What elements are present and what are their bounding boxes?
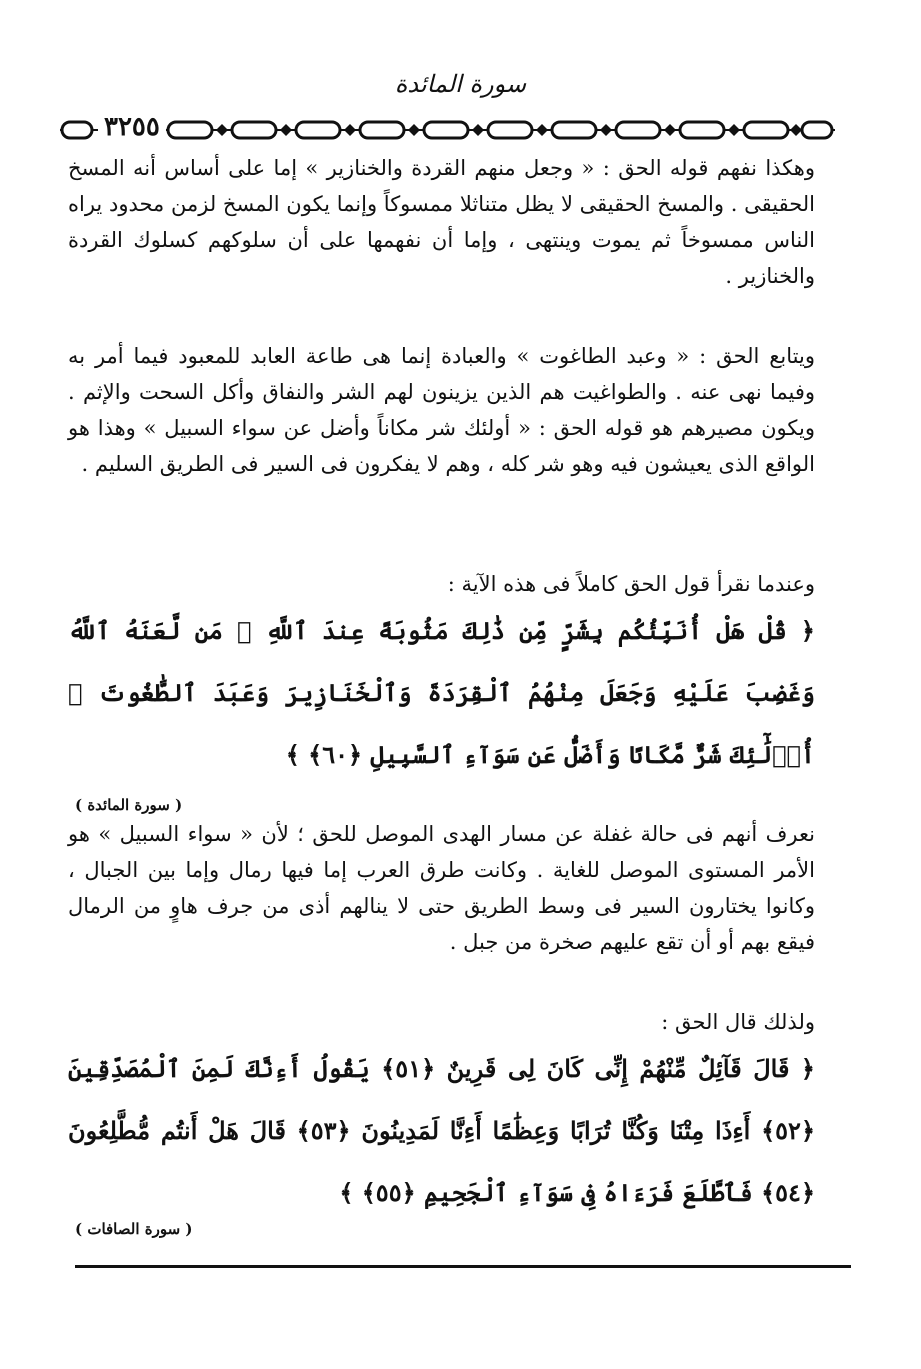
paragraph-4 — [68, 816, 815, 960]
paragraph-5 — [68, 1004, 815, 1040]
paragraph-text: نعرف أنهم فى حالة غفلة عن مسار الهدى الموصل للحق ؛ لأن « سواء السبيل » هو الأمر المستوى الموصل للغاية . وكانت طرق العرب إما فيها رمال وإما بين الجبال ، وكانوا يختارون السير فى وسط الطريق حتى لا ينالهم أذى من جرف هاوٍ من الرمال فيقع بهم أو أن تقع عليهم صخرة من جبل . — [68, 822, 815, 954]
paragraph-text: ويتابع الحق : « وعبد الطاغوت » والعبادة إنما هى طاعة العابد للمعبود فيما أمر به وفيما نهى عنه . والطواغيت هم الذين يزينون لهم الشر والنفاق وأكل السحت والإثم . ويكون مصيرهم هو قوله الحق : « أولئك شر مكاناً وأضل عن سواء السبيل » وهذا هو الواقع الذى يعيشون فيه وهو شر كله ، وهم لا يفكرون فى السير فى الطريق السليم . — [68, 344, 815, 476]
paragraph-3 — [68, 566, 815, 602]
verse-reference: ( سورة الصافات ) — [75, 1220, 193, 1238]
paragraph-text: وهكذا نفهم قوله الحق : « وجعل منهم القردة والخنازير » إما على أساس أنه المسخ الحقيقى . والمسخ الحقيقى لا يظل متناثلا ممسوكاً وإنما يكون المسخ لزمن محدود يراه الناس ممسوخاً ثم يموت وينتهى ، وإما أن نفهمها على أن سلوكهم كسلوك القردة والخنازير . — [68, 156, 816, 288]
verse-reference: ( سورة المائدة ) — [75, 796, 183, 814]
surah-header-title: سورة المائدة — [394, 70, 527, 98]
footer-divider — [75, 1265, 851, 1268]
quran-verse-1 — [68, 600, 815, 786]
page-number: ٣٢٥٥ — [98, 110, 166, 144]
paragraph-text: ولذلك قال الحق : — [661, 1010, 815, 1034]
verse-text: ﴿ قَالَ قَآئِلٌ مِّنْهُمْ إِنِّى كَانَ لِى قَرِينٌ ﴿٥١﴾ يَقُولُ أَءِنَّكَ لَمِنَ ٱلْمُصَدِّقِينَ ﴿٥٢﴾ أَءِذَا مِتْنَا وَكُنَّا تُرَابًا وَعِظَٰمًا أَءِنَّا لَمَدِينُونَ ﴿٥٣﴾ قَالَ هَلْ أَنتُم مُّطَّلِعُونَ ﴿٥٤﴾ فَٱطَّلَعَ فَرَءَاهُ فِى سَوَآءِ ٱلْجَحِيمِ ﴿٥٥﴾ ﴾ — [68, 1054, 815, 1207]
paragraph-2 — [68, 338, 815, 482]
quran-verse-2 — [68, 1038, 815, 1224]
paragraph-1 — [68, 150, 815, 294]
paragraph-text: وعندما نقرأ قول الحق كاملاً فى هذه الآية : — [447, 572, 815, 596]
verse-text: ﴿ قُلْ هَلْ أُنَبِّئُكُم بِشَرٍّ مِّن ذَٰلِكَ مَثُوبَةً عِندَ ٱللَّهِ ۚ مَن لَّعَنَهُ ٱللَّهُ وَغَضِبَ عَلَيْهِ وَجَعَلَ مِنْهُمُ ٱلْقِرَدَةَ وَٱلْخَنَازِيرَ وَعَبَدَ ٱلطَّٰغُوتَ ۚ أُو۟لَٰٓئِكَ شَرٌّ مَّكَانًا وَأَضَلُّ عَن سَوَآءِ ٱلسَّبِيلِ ﴿٦٠﴾ ﴾ — [68, 616, 815, 769]
header-ornament-border — [60, 118, 835, 142]
